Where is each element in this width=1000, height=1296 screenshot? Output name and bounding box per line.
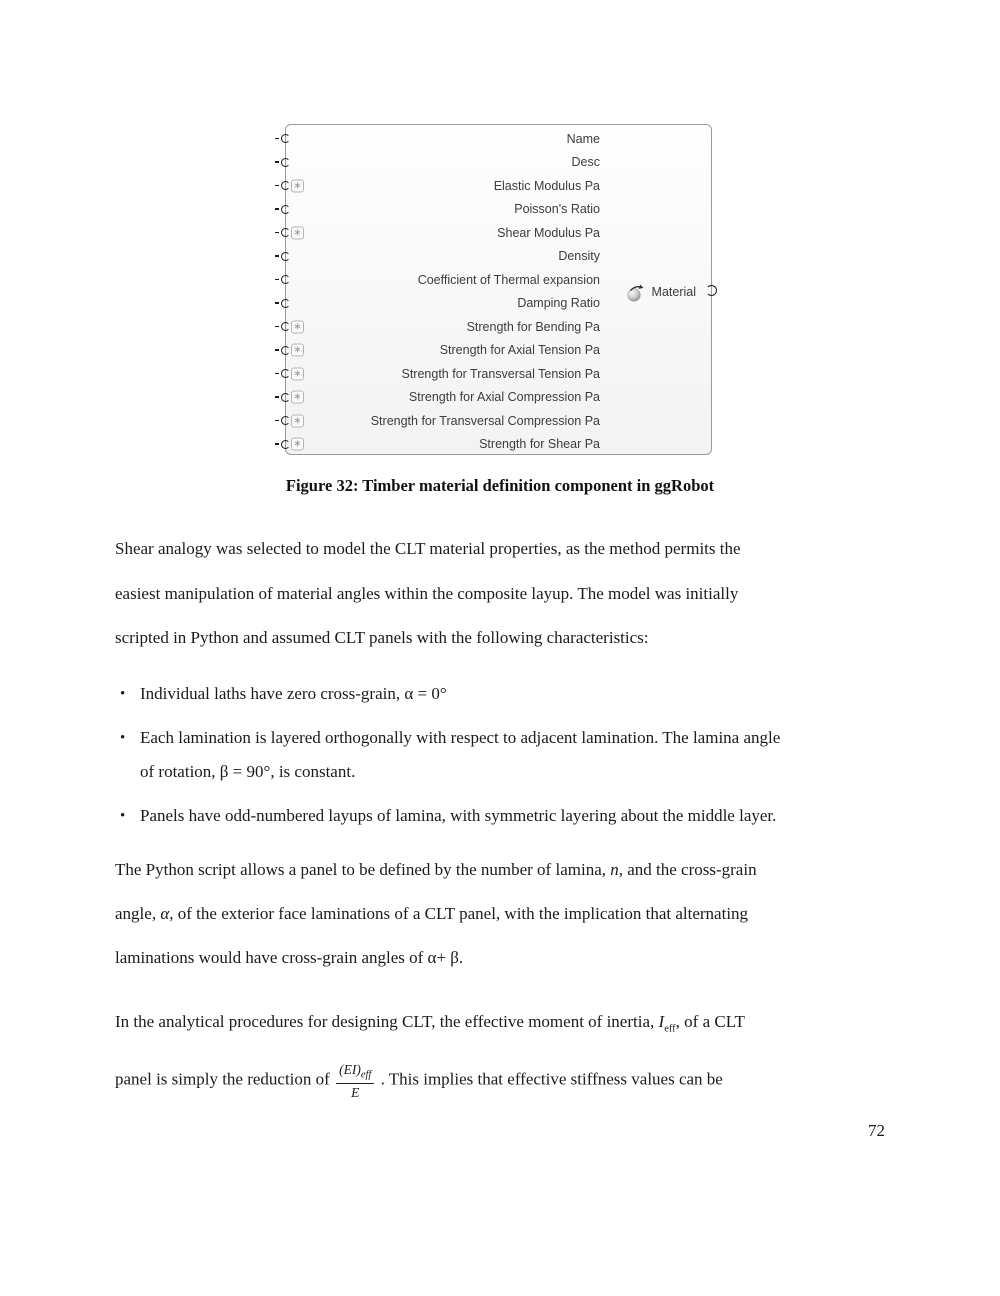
input-label: Desc	[571, 155, 600, 170]
input-label: Strength for Axial Compression Pa	[408, 390, 600, 405]
gh-input-row-shear-modulus	[286, 221, 711, 245]
fraction-denominator: E	[351, 1085, 360, 1101]
input-label: Poisson's Ratio	[514, 202, 600, 217]
gh-input-row-strength-transversal-tension	[286, 362, 711, 386]
input-grip-icon	[281, 393, 290, 402]
para1-line2: easiest manipulation of material angles within the composite layup. The model was initially	[115, 584, 739, 603]
input-grip-icon	[281, 299, 290, 308]
variable-alpha: α	[160, 904, 170, 923]
input-label: Shear Modulus Pa	[497, 225, 600, 240]
para2-line1: The Python script allows a panel to be defined by the number of lamina, n, and the cross-grain	[115, 860, 757, 879]
expression-badge-icon: ∗	[291, 438, 304, 451]
page-number: 72	[868, 1121, 885, 1140]
expression-badge-icon: ∗	[291, 414, 304, 427]
input-label: Strength for Shear Pa	[479, 437, 600, 452]
variable-n: n	[610, 860, 619, 879]
input-label: Elastic Modulus Pa	[493, 178, 600, 193]
figure-caption: Figure 32: Timber material definition component in ggRobot	[285, 476, 715, 495]
para2-line3: laminations would have cross-grain angles of α+ β.	[115, 948, 464, 967]
para3-line2: panel is simply the reduction of $\frac{(EI)_{eff}}{E}$ . This implies that effective stiffness values can be	[115, 1062, 723, 1101]
input-grip-icon	[281, 275, 290, 284]
input-label: Strength for Transversal Tension Pa	[401, 366, 600, 381]
gh-input-row-poissons-ratio	[286, 198, 711, 222]
input-grip-icon	[281, 158, 290, 167]
expression-badge-icon: ∗	[291, 367, 304, 380]
para1-line1: Shear analogy was selected to model the CLT material properties, as the method permits the	[115, 539, 741, 558]
bullet2-line1: Each lamination is layered orthogonally with respect to adjacent lamination. The lamina angle	[140, 728, 781, 747]
input-label: Strength for Bending Pa	[466, 319, 600, 334]
gh-input-row-name	[286, 127, 711, 151]
bullet-dot: •	[120, 808, 126, 824]
input-grip-icon	[281, 252, 290, 261]
output-grip-icon	[706, 285, 717, 296]
bullet2-line2: of rotation, β = 90°, is constant.	[140, 762, 356, 781]
gh-input-row-strength-transversal-compression	[286, 409, 711, 433]
expression-badge-icon: ∗	[291, 320, 304, 333]
bullet-dot: •	[120, 686, 126, 702]
input-label: Damping Ratio	[517, 296, 600, 311]
para1-line3: scripted in Python and assumed CLT panels with the following characteristics:	[115, 628, 649, 647]
input-grip-icon	[281, 322, 290, 331]
fraction-subscript-eff: eff	[360, 1069, 372, 1081]
input-label: Strength for Transversal Compression Pa	[370, 413, 600, 428]
input-grip-icon	[281, 228, 290, 237]
bullet-dot: •	[120, 730, 126, 746]
gh-output-material	[626, 282, 696, 302]
input-grip-icon	[281, 134, 290, 143]
expression-badge-icon: ∗	[291, 179, 304, 192]
variable-I: I	[658, 1012, 665, 1031]
expression-badge-icon: ∗	[291, 226, 304, 239]
input-label: Strength for Axial Tension Pa	[439, 343, 600, 358]
input-grip-icon	[281, 369, 290, 378]
expression-badge-icon: ∗	[291, 344, 304, 357]
bullet3-text: Panels have odd-numbered layups of lamina, with symmetric layering about the middle layer.	[140, 806, 777, 825]
bullet1-text: Individual laths have zero cross-grain, α = 0°	[140, 684, 447, 703]
input-grip-icon	[281, 440, 290, 449]
gh-input-row-strength-bending	[286, 315, 711, 339]
input-grip-icon	[281, 416, 290, 425]
input-label: Name	[566, 131, 600, 146]
gh-input-row-strength-axial-compression	[286, 386, 711, 410]
expression-badge-icon: ∗	[291, 391, 304, 404]
input-grip-icon	[281, 205, 290, 214]
input-label: Coefficient of Thermal expansion	[417, 272, 600, 287]
input-label: Density	[558, 249, 600, 264]
gh-input-row-elastic-modulus	[286, 174, 711, 198]
subscript-eff: eff	[664, 1023, 676, 1035]
output-label: Material	[651, 285, 696, 299]
gh-component-timber-material	[285, 124, 712, 455]
input-grip-icon	[281, 181, 290, 190]
para3-line1: In the analytical procedures for designing CLT, the effective moment of inertia, $I_{eff}$, of a CLT	[115, 1012, 745, 1035]
fraction-ei-eff-over-e: $\frac{(EI)_{eff}}{E}$	[336, 1062, 374, 1101]
material-sphere-icon	[626, 283, 646, 302]
gh-input-row-density	[286, 245, 711, 269]
gh-input-row-desc	[286, 151, 711, 175]
gh-input-row-strength-axial-tension	[286, 339, 711, 363]
para2-line2: angle, α, of the exterior face laminations of a CLT panel, with the implication that alternating	[115, 904, 749, 923]
gh-input-row-strength-shear	[286, 433, 711, 457]
input-grip-icon	[281, 346, 290, 355]
